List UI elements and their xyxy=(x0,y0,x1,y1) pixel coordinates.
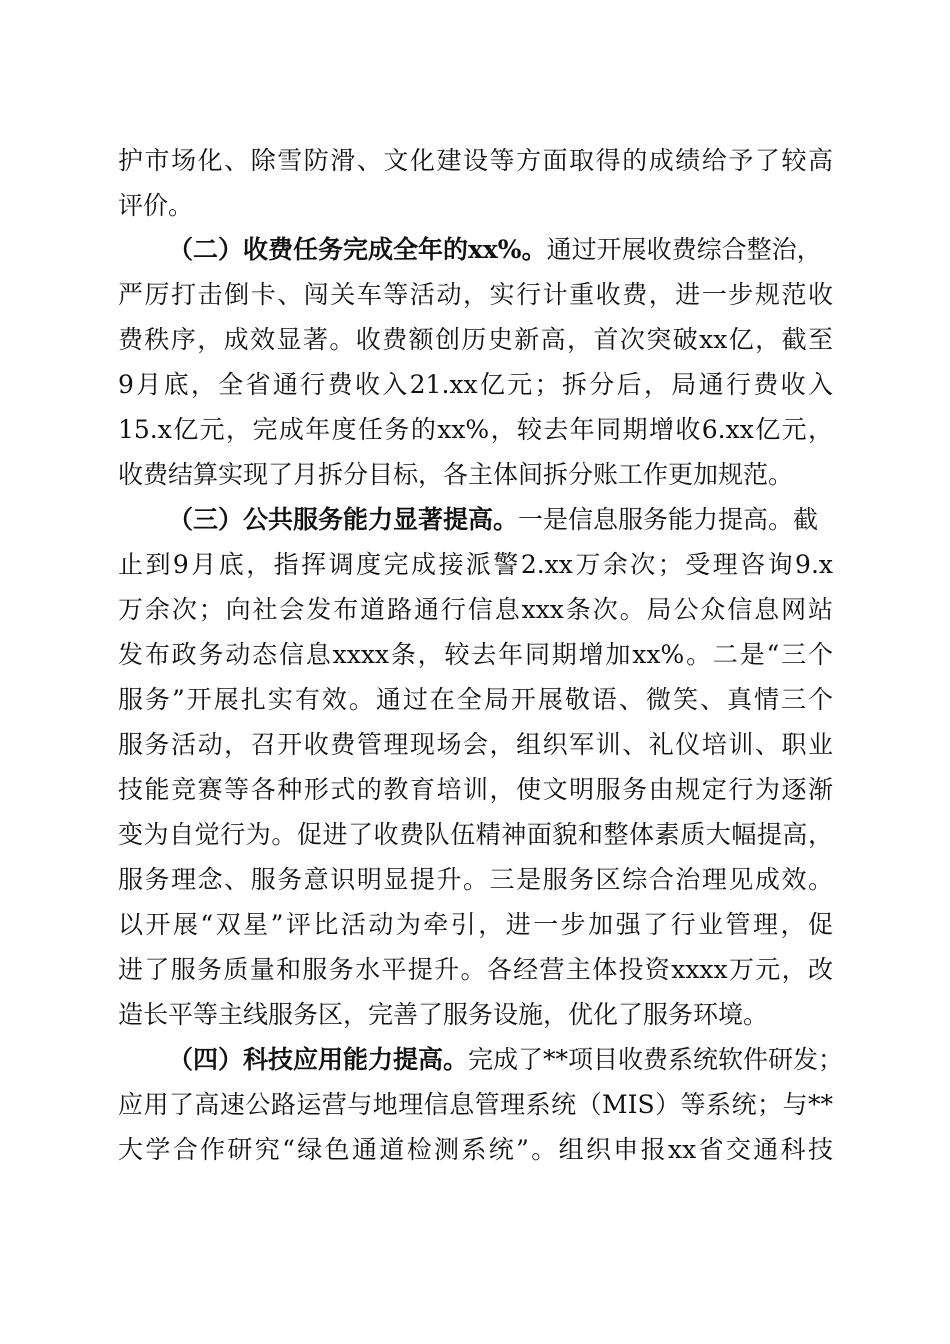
section-heading-line xyxy=(118,500,833,540)
text-line: 严厉打击倒卡、闯关车等活动，实行计重收费，进一步规范收 xyxy=(118,280,833,309)
text-line: 以开展“双星”评比活动为牵引，进一步加强了行业管理，促 xyxy=(118,910,833,939)
text-line: 收费结算实现了月拆分目标，各主体间拆分账工作更加规范。 xyxy=(118,460,794,489)
section-heading: （四）科技应用能力提高。 xyxy=(168,1045,469,1074)
text-line: 费秩序，成效显著。收费额创历史新高，首次突破xx亿，截至 xyxy=(118,325,833,354)
text-line: 进了服务质量和服务水平提升。各经营主体投资xxxx万元，改 xyxy=(118,955,833,984)
text-line: 护市场化、除雪防滑、文化建设等方面取得的成绩给予了较高 xyxy=(118,146,833,175)
text-line: 技能竞赛等各种形式的教育培训，使文明服务由规定行为逐渐 xyxy=(118,775,833,804)
text-line: 止到9月底，指挥调度完成接派警2.xx万余次；受理咨询9.x xyxy=(118,550,833,579)
section-heading-line xyxy=(118,1040,844,1080)
document-page xyxy=(118,0,844,1344)
text-line: 服务活动，召开收费管理现场会，组织军训、礼仪培训、职业 xyxy=(118,730,833,759)
text-span: 一是信息服务能力提高。截 xyxy=(518,505,819,534)
section-heading-line xyxy=(118,230,833,270)
text-line: 服务”开展扎实有效。通过在全局开展敬语、微笑、真情三个 xyxy=(118,685,833,714)
section-heading: （二）收费任务完成全年的xx%。 xyxy=(168,235,547,264)
text-span: 完成了**项目收费系统软件研发； xyxy=(468,1045,844,1074)
text-line: 9月底，全省通行费收入21.xx亿元；拆分后，局通行费收入 xyxy=(118,370,833,399)
section-heading: （三）公共服务能力显著提高。 xyxy=(168,505,519,534)
text-line: 评价。 xyxy=(118,191,194,220)
text-line: 造长平等主线服务区，完善了服务设施，优化了服务环境。 xyxy=(118,1000,769,1029)
text-span: 通过开展收费综合整治， xyxy=(546,235,822,264)
text-line: 大学合作研究“绿色通道检测系统”。组织申报xx省交通科技 xyxy=(118,1135,833,1164)
text-line: 万余次；向社会发布道路通行信息xxx条次。局公众信息网站 xyxy=(118,595,833,624)
text-line: 发布政务动态信息xxxx条，较去年同期增加xx%。二是“三个 xyxy=(118,640,833,669)
text-line: 15.x亿元，完成年度任务的xx%，较去年同期增收6.xx亿元， xyxy=(118,415,833,444)
text-line: 服务理念、服务意识明显提升。三是服务区综合治理见成效。 xyxy=(118,865,833,894)
text-line: 应用了高速公路运营与地理信息管理系统（MIS）等系统；与** xyxy=(118,1090,833,1119)
text-line: 变为自觉行为。促进了收费队伍精神面貌和整体素质大幅提高， xyxy=(118,820,833,849)
